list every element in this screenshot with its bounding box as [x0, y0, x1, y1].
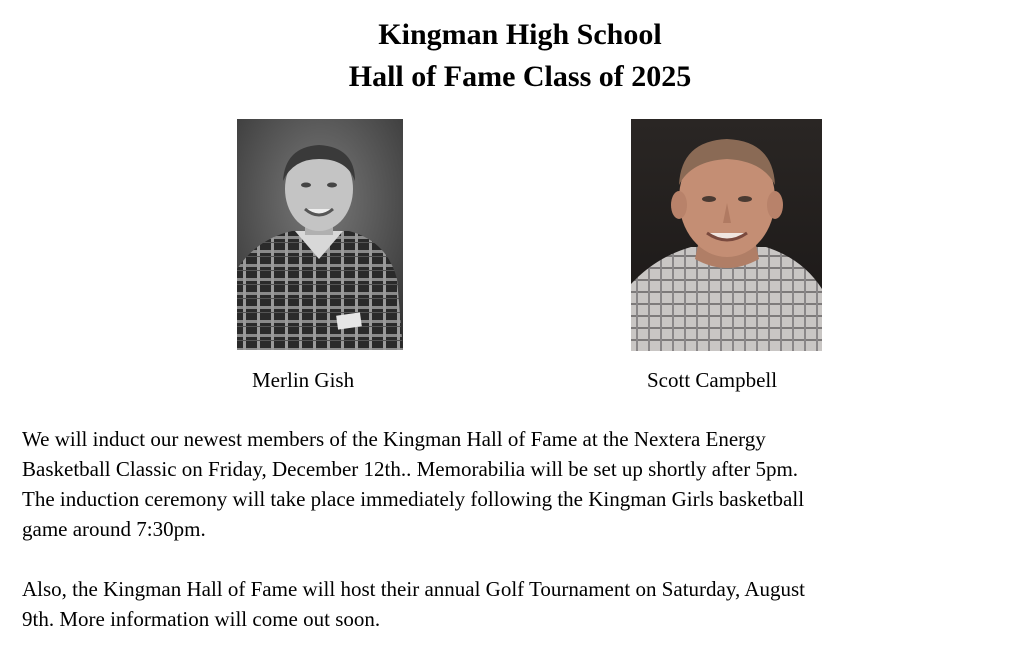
paragraph-line: game around 7:30pm.: [22, 517, 206, 541]
paragraph-line: Also, the Kingman Hall of Fame will host their annual Golf Tournament on Saturday, August: [22, 577, 805, 601]
page-title: [0, 14, 1024, 98]
caption-merlin-gish: Merlin Gish: [252, 368, 355, 392]
photo-scott-campbell: [631, 119, 822, 351]
induction-paragraph: [22, 424, 1012, 544]
golf-paragraph: [22, 574, 1012, 634]
title-class: Hall of Fame Class of 2025: [348, 60, 692, 93]
paragraph-line: 9th. More information will come out soon.: [22, 607, 381, 631]
paragraph-line: The induction ceremony will take place immediately following the Kingman Girls basketball: [22, 487, 805, 511]
paragraph-line: We will induct our newest members of the Kingman Hall of Fame at the Nextera Energy: [22, 427, 766, 451]
paragraph-line: Basketball Classic on Friday, December 12th.. Memorabilia will be set up shortly after 5pm.: [22, 457, 799, 481]
photo-merlin-gish: [237, 119, 403, 350]
title-school: Kingman High School: [378, 18, 662, 51]
caption-scott-campbell: Scott Campbell: [647, 368, 778, 392]
